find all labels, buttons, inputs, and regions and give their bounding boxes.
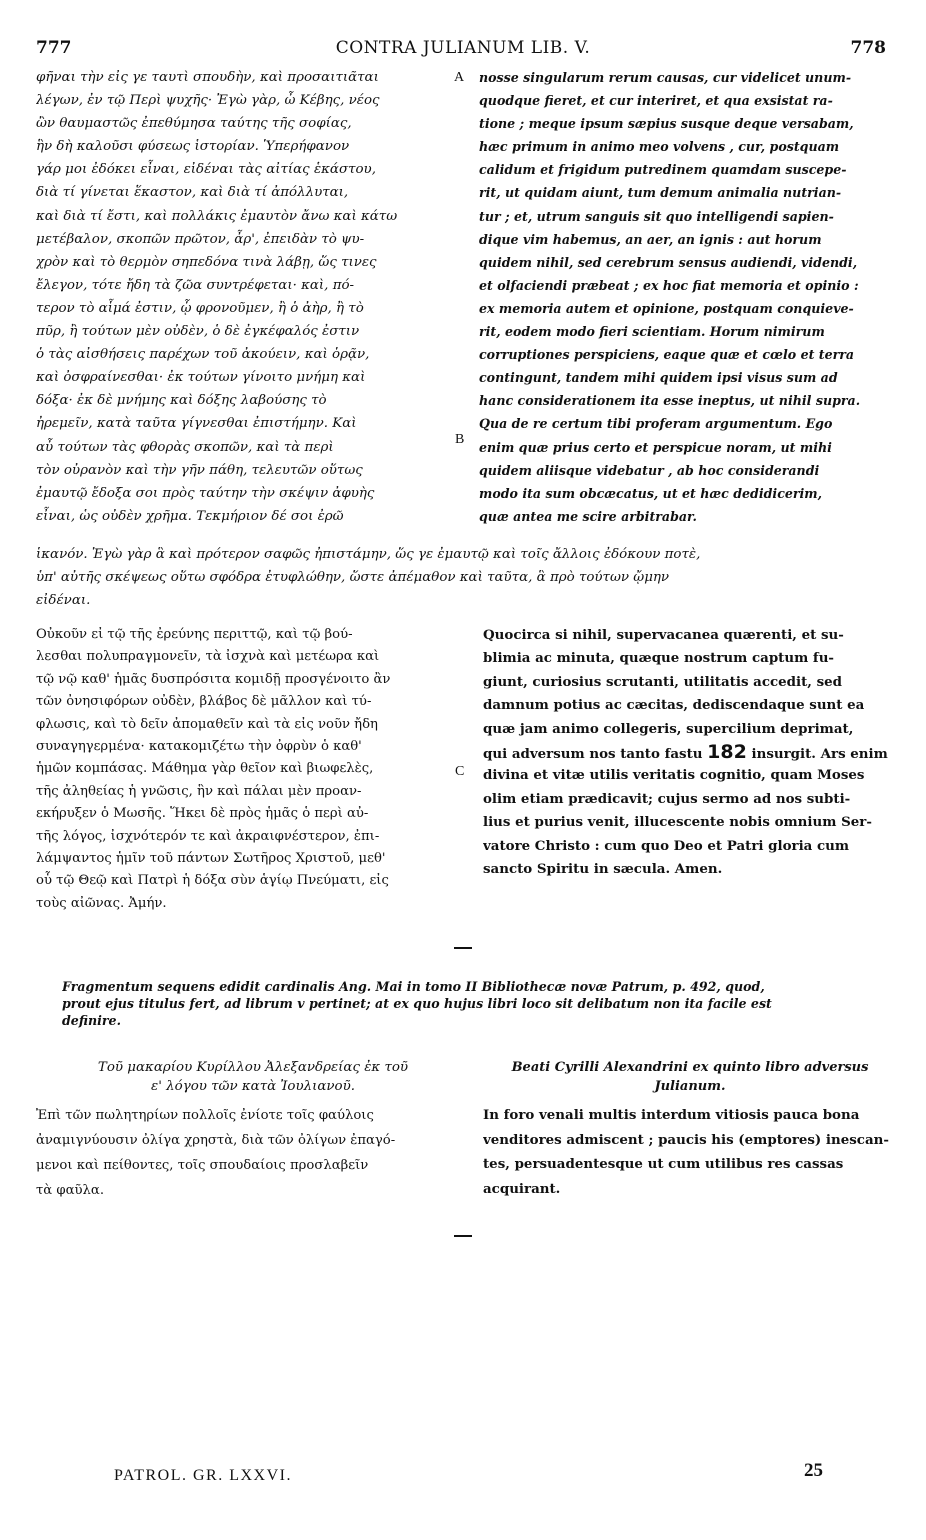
text-line: μετέβαλον, σκοπῶν πρῶτον, ἆρ', ἐπειδὰν τὸ ψυ-: [36, 231, 365, 247]
latin-fragment-title: [480, 1058, 900, 1096]
page-number-right: 778: [850, 38, 886, 58]
text-line: τὰ φαῦλα.: [36, 1183, 105, 1198]
text-line: λάμψαντος ἡμῖν τοῦ πάντων Σωτῆρος Χριστοῦ, μεθ': [36, 850, 386, 866]
text-line: ὁ τὰς αἰσθήσεις παρέχων τοῦ ἀκούειν, καὶ ὁρᾷν,: [36, 347, 370, 363]
latin-column-section-1: [479, 66, 899, 528]
text-line: tes, persuadentesque ut cum utilibus res cassas: [483, 1156, 844, 1172]
text-line: calidum et frigidum putredinem quamdam suscepe-: [479, 162, 847, 178]
margin-marker-a: A: [454, 70, 465, 85]
text-line: ὑπ' αὐτῆς σκέψεως οὕτω σφόδρα ἐτυφλώθην, ὥστε ἀπέμαθον καὶ ταῦτα, ἃ πρὸ τούτων ᾤμην: [36, 570, 670, 586]
text-line: acquirant.: [483, 1180, 561, 1197]
text-line: ἀναμιγνύουσιν ὀλίγα χρηστὰ, διὰ τῶν ὀλίγων ἐπαγό-: [36, 1133, 396, 1148]
text-line: συναγηγερμένα· κατακομιζέτω τὴν ὀφρὺν ὁ καθ': [36, 738, 362, 754]
text-line: enim quæ prius certo et perspicue noram, ut mihi: [479, 439, 832, 455]
text-line: olim etiam prædicavit; cujus sermo ad nos subti-: [483, 790, 851, 807]
text-line: Quocirca si nihil, supervacanea quærenti, et su-: [483, 627, 844, 643]
column-number: 182: [707, 740, 747, 763]
text-line: λέγων, ἐν τῷ Περὶ ψυχῆς· Ἐγὼ γὰρ, ὦ Κέβης, νέος: [36, 93, 380, 109]
text-line: τοὺς αἰῶνας. Ἀμήν.: [36, 895, 167, 911]
text-line: hanc considerationem ita esse ineptus, ut nihil supra.: [479, 393, 861, 409]
editorial-note: [62, 978, 902, 1029]
text-line: quodque fieret, et cur interiret, et qua exsistat ra-: [479, 93, 833, 109]
text-line: venditores admiscent ; paucis his (emptores) inescan-: [483, 1131, 889, 1148]
section-divider: [454, 947, 472, 949]
text-line: rit, ut quidam aiunt, tum demum animalia nutrian-: [479, 185, 842, 201]
note-line: definire.: [62, 1013, 121, 1028]
greek-column-section-1: [36, 66, 456, 528]
text-line: ἡμῶν κομπάσας. Μάθημα γὰρ θεῖον καὶ βιωφελὲς,: [36, 761, 374, 777]
end-divider: [454, 1235, 472, 1237]
text-line: tione ; meque ipsum sæpius susque deque versabam,: [479, 116, 854, 132]
note-line: Fragmentum sequens edidit cardinalis Ang. Mai in tomo II Bibliothecæ novæ Patrum, p. 492, quod,: [62, 979, 765, 994]
text-line: ὢν θαυμαστῶς ἐπεθύμησα ταύτης τῆς σοφίας,: [36, 116, 352, 132]
text-line: διὰ τί γίνεται ἕκαστον, καὶ διὰ τί ἀπόλλυται,: [36, 185, 349, 201]
text-fragment: qui adversum nos tanto fastu: [483, 745, 703, 762]
text-line: corruptiones perspiciens, eaque quæ et cœlo et terra: [479, 347, 855, 363]
text-line: εκήρυξεν ὁ Μωσῆς. Ἥκει δὲ πρὸς ἡμᾶς ὁ περὶ αὐ-: [36, 806, 369, 822]
text-line: tur ; et, utrum sanguis sit quo intelligendi sapien-: [479, 208, 834, 224]
text-line: et olfaciendi præbeat ; ex hoc fiat memoria et opinio :: [479, 277, 859, 293]
text-line: hæc primum in animo meo volvens , cur, postquam: [479, 139, 840, 155]
footer-signature: 25: [804, 1460, 823, 1481]
text-line: In foro venali multis interdum vitiosis pauca bona: [483, 1107, 860, 1123]
text-line: τὸν οὐρανὸν καὶ τὴν γῆν πάθη, τελευτῶν οὕτως: [36, 462, 363, 478]
greek-fragment-text: [36, 1103, 456, 1203]
text-line: φλωσις, καὶ τὸ δεῖν ἀπομαθεῖν καὶ τὰ εἰς νοῦν ἤδη: [36, 716, 378, 732]
latin-column-section-2: [483, 624, 901, 881]
title-line: ε' λόγου τῶν κατὰ Ἰουλιανοῦ.: [151, 1079, 355, 1094]
text-line: divina et vitæ utilis veritatis cognitio, quam Moses: [483, 767, 865, 784]
text-line: τῆς λόγος, ἰσχνότερόν τε καὶ ἀκραιφνέστερον, ἐπι-: [36, 828, 380, 844]
text-line: ἠρεμεῖν, κατὰ ταῦτα γίγνεσθαι ἐπιστήμην. Καὶ: [36, 416, 357, 432]
text-line: οὗ τῷ Θεῷ καὶ Πατρὶ ἡ δόξα σὺν ἁγίῳ Πνεύματι, εἰς: [36, 873, 389, 889]
page-number-left: 777: [36, 38, 72, 58]
text-line: lius et purius venit, illucescente nobis omnium Ser-: [483, 814, 872, 831]
text-line: ἔλεγον, τότε ἤδη τὰ ζῶα συντρέφεται· καὶ, πό-: [36, 277, 355, 293]
text-line: blimia ac minuta, quæque nostrum captum fu-: [483, 650, 834, 667]
text-line: quæ antea me scire arbitrabar.: [479, 508, 697, 524]
text-line: damnum potius ac cæcitas, dediscendaque sunt ea: [483, 697, 865, 714]
text-line: εἰδέναι.: [36, 593, 91, 609]
text-line: dique vim habemus, an aer, an ignis : aut horum: [479, 231, 822, 247]
text-line: δόξα· ἐκ δὲ μνήμης καὶ δόξης λαβούσης τὸ: [36, 393, 327, 409]
margin-marker-b: B: [455, 432, 465, 447]
text-line: Οὐκοῦν εἰ τῷ τῆς ἐρεύνης περιττῷ, καὶ τῷ βού-: [36, 627, 353, 642]
text-line: quidem nihil, sed cerebrum sensus audiendi, videndi,: [479, 254, 858, 270]
text-line: τῆς ἀληθείας ἡ γνῶσις, ἣν καὶ πάλαι μὲν προαν-: [36, 783, 362, 799]
text-line: sancto Spiritu in sæcula. Amen.: [483, 860, 723, 877]
running-title: CONTRA JULIANUM LIB. V.: [335, 38, 591, 58]
title-line: Beati Cyrilli Alexandrini ex quinto libro adversus: [511, 1060, 869, 1075]
text-line: contingunt, tandem mihi quidem ipsi visus sum ad: [479, 370, 838, 386]
text-line: rit, eodem modo fieri scientiam. Horum nimirum: [479, 324, 825, 340]
text-line: λεσθαι πολυπραγμονεῖν, τὰ ἰσχνὰ καὶ μετέωρα καὶ: [36, 649, 380, 665]
greek-fragment-title: [48, 1058, 458, 1096]
text-line: Qua de re certum tibi proferam argumentum. Ego: [479, 416, 833, 432]
text-line: χρὸν καὶ τὸ θερμὸν σηπεδόνα τινὰ λάβῃ, ὥς τινες: [36, 254, 377, 270]
text-line: τῶν ὀνησιφόρων οὐδὲν, βλάβος δὲ μᾶλλον καὶ τύ-: [36, 694, 372, 710]
greek-wide-continuation: [36, 543, 906, 612]
text-line-with-column-number: [483, 741, 901, 764]
text-line: quidem aliisque videbatur , ab hoc considerandi: [479, 462, 820, 478]
text-line: Ἐπὶ τῶν πωλητηρίων πολλοῖς ἐνίοτε τοῖς φαύλοις: [36, 1108, 374, 1123]
greek-column-section-2: [36, 624, 456, 915]
title-line: Julianum.: [654, 1079, 726, 1094]
margin-marker-c: C: [455, 764, 465, 779]
footer-volume: PATROL. GR. LXXVI.: [114, 1467, 292, 1484]
text-line: αὖ τούτων τὰς φθορὰς σκοπῶν, καὶ τὰ περὶ: [36, 439, 334, 455]
text-line: μενοι καὶ πείθοντες, τοῖς σπουδαίοις προσλαβεῖν: [36, 1158, 369, 1173]
text-line: ex memoria autem et opinione, postquam conquieve-: [479, 300, 854, 316]
text-line: vatore Christo : cum quo Deo et Patri gloria cum: [483, 837, 850, 854]
text-line: ἐμαυτῷ ἔδοξα σοι πρὸς ταύτην τὴν σκέψιν ἀφυὴς: [36, 485, 375, 501]
text-line: γάρ μοι ἐδόκει εἶναι, εἰδέναι τὰς αἰτίας ἑκάστου,: [36, 162, 376, 178]
note-line: prout ejus titulus fert, ad librum v pertinet; at ex quo hujus libri loco sit delibatum non ita facile est: [62, 996, 772, 1011]
text-line: ἱκανόν. Ἐγὼ γὰρ ἃ καὶ πρότερον σαφῶς ἠπιστάμην, ὥς γε ἐμαυτῷ καὶ τοῖς ἄλλοις ἐδόκουν ποτὲ,: [36, 547, 701, 562]
text-line: πῦρ, ἢ τούτων μὲν οὐδὲν, ὁ δὲ ἐγκέφαλός ἐστιν: [36, 324, 360, 340]
text-line: τερον τὸ αἷμά ἐστιν, ᾧ φρονοῦμεν, ἢ ὁ ἀὴρ, ἢ τὸ: [36, 300, 364, 316]
text-line: τῷ νῷ καθ' ἡμᾶς δυσπρόσιτα κομιδῇ προσγένοιτο ἂν: [36, 671, 391, 687]
text-fragment: insurgit. Ars enim: [751, 745, 888, 762]
latin-fragment-text: [483, 1103, 901, 1201]
text-line: καὶ ὀσφραίνεσθαι· ἐκ τούτων γίνοιτο μνήμη καὶ: [36, 370, 366, 386]
text-line: nosse singularum rerum causas, cur videlicet unum-: [479, 70, 852, 85]
title-line: Τοῦ μακαρίου Κυρίλλου Ἀλεξανδρείας ἐκ τοῦ: [97, 1060, 409, 1075]
text-line: quæ jam animo collegeris, supercilium deprimat,: [483, 720, 854, 737]
text-line: ἣν δὴ καλοῦσι φύσεως ἱστορίαν. Ὑπερήφανον: [36, 139, 350, 155]
text-line: giunt, curiosius scrutanti, utilitatis accedit, sed: [483, 673, 843, 690]
text-line: εἶναι, ὡς οὐδὲν χρῆμα. Τεκμήριον δέ σοι ἐρῶ: [36, 508, 344, 524]
text-line: καὶ διὰ τί ἔστι, καὶ πολλάκις ἐμαυτὸν ἄνω καὶ κάτω: [36, 208, 398, 224]
text-line: φῆναι τὴν εἰς γε ταυτὶ σπουδὴν, καὶ προσαιτιᾶται: [36, 70, 379, 85]
text-line: modo ita sum obcæcatus, ut et hæc dedidicerim,: [479, 485, 823, 501]
